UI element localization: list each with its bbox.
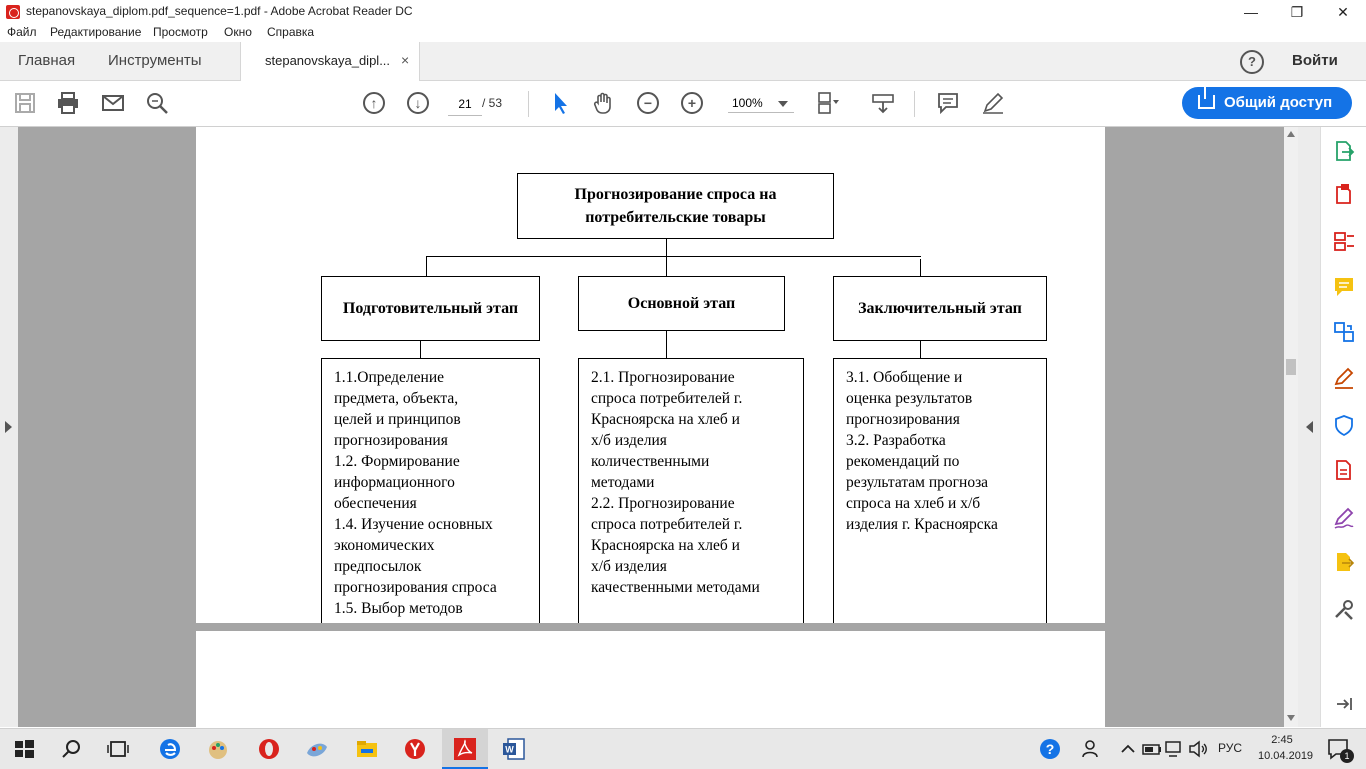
vertical-scrollbar[interactable] xyxy=(1284,127,1298,727)
connector-line xyxy=(426,256,427,276)
pdf-page xyxy=(196,127,1105,623)
system-clock[interactable] xyxy=(1258,732,1314,764)
windows-start-icon[interactable] xyxy=(12,737,36,761)
help-tray-icon[interactable] xyxy=(1038,737,1062,761)
menu-edit[interactable]: Редактирование xyxy=(50,25,142,39)
menu-window[interactable]: Окно xyxy=(224,25,252,39)
edge-browser-icon[interactable] xyxy=(158,737,182,761)
toolbar xyxy=(0,81,1366,127)
task-view-icon[interactable] xyxy=(106,737,130,761)
yandex-browser-icon[interactable] xyxy=(403,737,427,761)
create-pdf-icon[interactable] xyxy=(1333,183,1355,205)
tools-pane xyxy=(1320,127,1366,727)
connector-line xyxy=(426,256,921,257)
comment-tool-icon[interactable] xyxy=(1333,276,1355,298)
scroll-mode-icon[interactable] xyxy=(871,91,895,115)
windows-taskbar xyxy=(0,728,1366,769)
word-app-icon[interactable] xyxy=(502,737,526,761)
people-tray-icon[interactable] xyxy=(1080,737,1104,761)
search-icon[interactable] xyxy=(145,91,169,115)
edit-pdf-icon[interactable] xyxy=(1333,459,1355,481)
organize-pages-icon[interactable] xyxy=(1333,230,1355,252)
stage-final-tasks: 3.1. Обобщение и оценка результатов прогнозирования 3.2. Разработка рекомендаций по результатам прогноза спроса на хлеб и х/б изделия г. Красноярска xyxy=(833,358,1047,623)
menu-view[interactable]: Просмотр xyxy=(153,25,208,39)
pdf-page xyxy=(196,631,1105,731)
stage-preparatory-title: Подготовительный этап xyxy=(321,276,540,341)
scroll-up-icon[interactable] xyxy=(1287,131,1295,137)
toolbar-separator xyxy=(914,91,915,117)
connector-line xyxy=(920,341,921,358)
comment-icon[interactable] xyxy=(936,91,960,115)
notification-count-badge: 1 xyxy=(1340,749,1354,763)
file-explorer-icon[interactable] xyxy=(355,737,379,761)
previous-page-icon[interactable]: ↑ xyxy=(363,92,385,114)
tab-bar xyxy=(0,42,1366,81)
hand-tool-icon[interactable] xyxy=(592,91,616,115)
maximize-button[interactable]: ❐ xyxy=(1290,4,1304,20)
paint-brush-app-icon[interactable] xyxy=(305,737,329,761)
network-tray-icon[interactable] xyxy=(1163,737,1187,761)
svg-text:?: ? xyxy=(1045,741,1055,757)
scroll-down-icon[interactable] xyxy=(1287,715,1295,721)
send-for-comments-icon[interactable] xyxy=(1333,551,1355,573)
expand-left-panel-icon[interactable] xyxy=(5,421,12,433)
minimize-button[interactable]: — xyxy=(1244,4,1258,20)
email-icon[interactable] xyxy=(101,91,125,115)
share-icon xyxy=(1198,95,1215,109)
page-number-input[interactable] xyxy=(448,93,482,116)
battery-tray-icon[interactable] xyxy=(1140,737,1164,761)
share-button-label: Общий доступ xyxy=(1224,94,1333,111)
stage-final-title: Заключительный этап xyxy=(833,276,1047,341)
help-icon[interactable]: ? xyxy=(1240,50,1264,74)
connector-line xyxy=(666,331,667,358)
acrobat-taskbar-icon xyxy=(453,737,477,761)
paint-app-icon[interactable] xyxy=(206,737,230,761)
input-language[interactable]: РУС xyxy=(1218,741,1243,755)
stage-main-title: Основной этап xyxy=(578,276,785,331)
login-button[interactable]: Войти xyxy=(1292,52,1338,69)
connector-line xyxy=(920,259,921,276)
scrollbar-thumb[interactable] xyxy=(1286,359,1296,375)
title-bar xyxy=(0,0,1366,24)
request-signature-icon[interactable] xyxy=(1333,507,1355,529)
diagram-root-box: Прогнозирование спроса на потребительские товары xyxy=(517,173,834,239)
page-layout-icon[interactable] xyxy=(816,91,840,115)
taskbar-acrobat-active[interactable] xyxy=(442,729,488,769)
left-panel-collapsed[interactable] xyxy=(0,127,18,727)
tab-tools[interactable]: Инструменты xyxy=(108,52,202,69)
acrobat-app-icon xyxy=(6,5,20,19)
stage-preparatory-tasks: 1.1.Определение предмета, объекта, целей и принципов прогнозирования 1.2. Формирование информационного обеспечения 1.4. Изучение основных экономических предпосылок прогнозирования спроса 1.5. Выбор методов xyxy=(321,358,540,623)
menu-help[interactable]: Справка xyxy=(267,25,315,39)
save-icon[interactable] xyxy=(13,91,37,115)
collapse-tools-pane-icon[interactable] xyxy=(1333,693,1355,715)
tab-document[interactable] xyxy=(240,42,420,81)
tab-home[interactable]: Главная xyxy=(18,52,76,69)
more-tools-icon[interactable] xyxy=(1333,598,1355,620)
page-total: / 53 xyxy=(482,96,503,110)
zoom-in-icon[interactable]: + xyxy=(681,92,703,114)
tab-document-label: stepanovskaya_dipl... xyxy=(265,53,391,68)
connector-line xyxy=(420,341,421,358)
zoom-dropdown-chevron-icon[interactable] xyxy=(778,101,788,107)
highlight-pen-icon[interactable] xyxy=(981,91,1005,115)
share-button[interactable] xyxy=(1182,87,1352,119)
next-page-icon[interactable]: ↓ xyxy=(407,92,429,114)
menu-bar xyxy=(0,24,1366,42)
connector-line xyxy=(666,239,667,276)
show-hidden-icons-chevron-icon[interactable] xyxy=(1116,737,1140,761)
right-panel-toggle-strip[interactable] xyxy=(1298,127,1320,727)
close-tab-icon[interactable]: × xyxy=(401,52,410,68)
volume-tray-icon[interactable] xyxy=(1187,737,1211,761)
menu-file[interactable]: Файл xyxy=(7,25,37,39)
print-icon[interactable] xyxy=(56,91,80,115)
window-title: stepanovskaya_diplom.pdf_sequence=1.pdf - Adobe Acrobat Reader DC xyxy=(26,4,413,18)
close-window-button[interactable]: ✕ xyxy=(1337,4,1349,20)
export-pdf-icon[interactable] xyxy=(1333,140,1355,162)
toolbar-separator xyxy=(528,91,529,117)
fill-sign-icon[interactable] xyxy=(1333,367,1355,389)
clock-date: 10.04.2019 xyxy=(1258,750,1314,762)
combine-files-icon[interactable] xyxy=(1333,321,1355,343)
clock-time: 2:45 xyxy=(1271,734,1293,746)
collapse-right-panel-icon[interactable] xyxy=(1306,421,1313,433)
stage-main-tasks: 2.1. Прогнозирование спроса потребителей г. Красноярска на хлеб и х/б изделия количественными методами 2.2. Прогнозирование спроса потребителей г. Красноярска на хлеб и х/б изделия качественными методами xyxy=(578,358,804,623)
select-cursor-icon[interactable] xyxy=(549,91,573,115)
zoom-out-icon[interactable]: − xyxy=(637,92,659,114)
taskbar-search-icon[interactable] xyxy=(60,737,84,761)
svg-text:W: W xyxy=(505,744,514,755)
opera-browser-icon[interactable] xyxy=(257,737,281,761)
protect-shield-icon[interactable] xyxy=(1333,414,1355,436)
